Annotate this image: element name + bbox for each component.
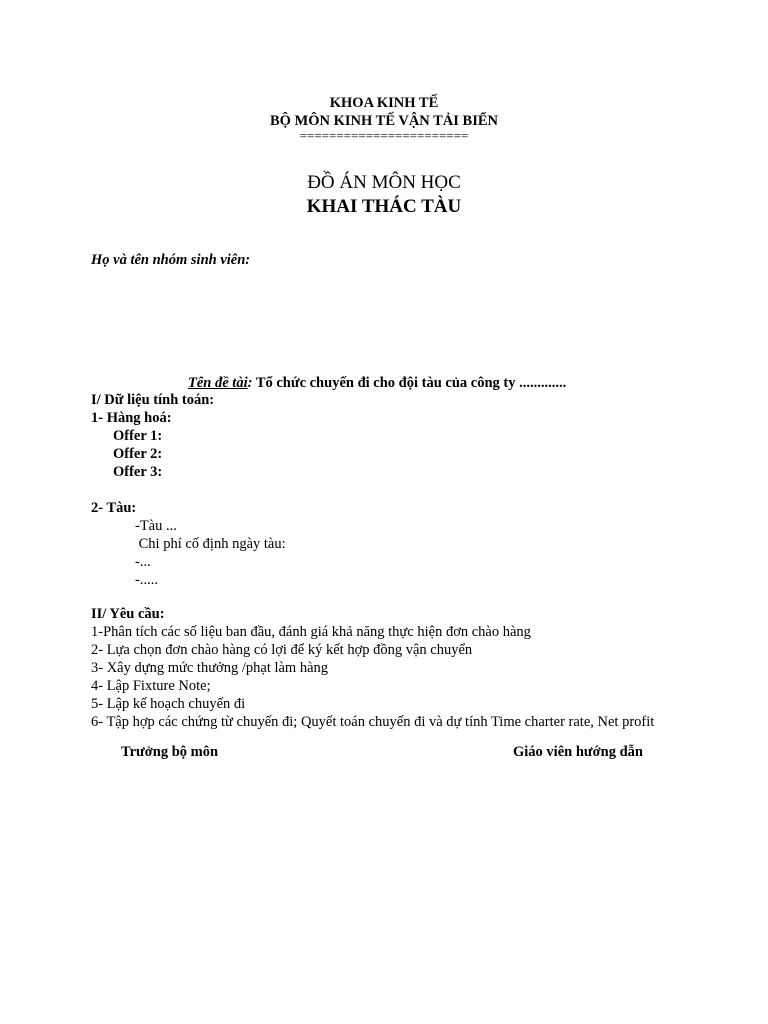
topic-label: Tên đề tài: [188, 375, 248, 391]
topic-line: [188, 374, 566, 392]
ship-item: -Tàu ...: [135, 518, 177, 534]
document-title-line1: ĐỒ ÁN MÔN HỌC: [307, 172, 461, 193]
ship-heading: 2- Tàu:: [91, 500, 137, 516]
requirement-item: 5- Lập kế hoạch chuyến đi: [91, 696, 246, 712]
offer-item: Offer 2:: [113, 446, 163, 462]
section1-heading: I/ Dữ liệu tính toán:: [91, 392, 215, 408]
header-separator: =======================: [299, 128, 469, 143]
requirement-item: 3- Xây dựng mức thưởng /phạt làm hàng: [91, 660, 329, 676]
goods-heading: 1- Hàng hoá:: [91, 410, 172, 426]
topic-text: Tổ chức chuyến đi cho đội tàu của công ty .............: [252, 375, 567, 391]
topic-colon: :: [247, 375, 253, 391]
signature-right: Giáo viên hướng dẫn: [513, 744, 643, 760]
requirement-item: 1-Phân tích các số liệu ban đầu, đánh giá khả năng thực hiện đơn chào hàng: [91, 624, 531, 640]
offer-item: Offer 3:: [113, 464, 163, 480]
department-name: BỘ MÔN KINH TẾ VẬN TẢI BIỂN: [269, 113, 499, 129]
ship-item: -.....: [135, 572, 158, 588]
requirement-item: 6- Tập hợp các chứng từ chuyến đi; Quyết toán chuyến đi và dự tính Time charter rate, Net profit: [91, 714, 655, 730]
section2-heading: II/ Yêu cầu:: [91, 606, 165, 622]
requirement-item: 4- Lập Fixture Note;: [91, 678, 211, 694]
faculty-name: KHOA KINH TẾ: [329, 95, 439, 111]
document-title-line2: KHAI THÁC TÀU: [306, 196, 462, 217]
ship-item: Chi phí cố định ngày tàu:: [135, 536, 286, 552]
offer-item: Offer 1:: [113, 428, 163, 444]
requirement-item: 2- Lựa chọn đơn chào hàng có lợi để ký kết hợp đồng vận chuyển: [91, 642, 473, 658]
students-label: Họ và tên nhóm sinh viên:: [91, 252, 251, 268]
signature-left: Trưởng bộ môn: [121, 744, 219, 760]
ship-item: -...: [135, 554, 151, 570]
